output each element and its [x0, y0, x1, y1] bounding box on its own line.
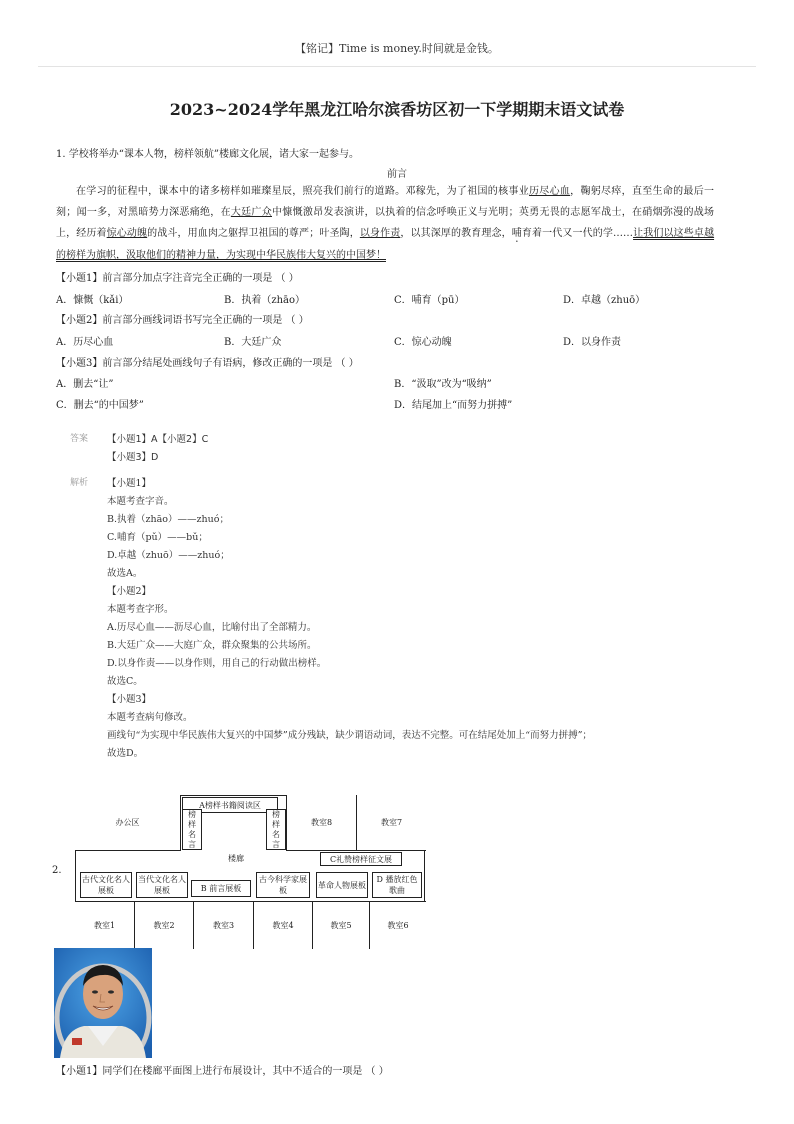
- classroom-1: 教室1: [75, 901, 135, 949]
- board-revolutionaries: 革命人物展板: [316, 872, 368, 898]
- analysis-line: 【小题1】: [107, 478, 152, 489]
- analysis-line: 本题考查病句修改。: [107, 712, 193, 723]
- question-1-stem: 1. 学校将举办“课本人物，榜样领航”楼廊文化展，诸大家一起参与。: [56, 149, 359, 160]
- answer-label: 答案: [70, 434, 89, 444]
- underlined-word: 大廷广众: [230, 207, 273, 218]
- option-c[interactable]: C．删去“的中国梦”: [56, 400, 144, 411]
- analysis-line: 本题考查字形。: [107, 604, 174, 615]
- analysis-line: 本题考查字音。: [107, 496, 174, 507]
- option-b[interactable]: B．执着（zhāo）: [224, 295, 306, 306]
- floor-plan: [75, 795, 425, 948]
- page-title: 2023~2024学年黑龙江哈尔滨香坊区初一下学期期末语文试卷: [169, 100, 625, 119]
- office-area: 办公区: [75, 795, 181, 851]
- subquestion-3-stem: 【小题3】前言部分结尾处画线句子有语病，修改正确的一项是 （ ）: [56, 358, 359, 369]
- option-b[interactable]: B．大廷广众: [224, 337, 282, 348]
- option-b[interactable]: B．“汲取”改为“吸纳”: [394, 379, 492, 390]
- astronaut-portrait-photo: [54, 948, 152, 1058]
- option-a[interactable]: A．历尽心血: [56, 337, 114, 348]
- board-scientists: 古今科学家展板: [256, 872, 310, 898]
- quote-pillar-left: 榜样名言: [182, 809, 202, 850]
- option-c[interactable]: C．哺育（pū）: [394, 295, 465, 306]
- header-divider: [38, 66, 756, 67]
- dotted-char: 哺: [511, 228, 522, 239]
- red-songs-d: D 播放红色歌曲: [372, 872, 422, 898]
- analysis-line: 画线句“为实现中华民族伟大复兴的中国梦”成分残缺，缺少谓语动词，表达不完整。可在结尾处加上“而努力拼搏”；: [107, 730, 592, 741]
- analysis-line: B.大廷广众——大庭广众，群众聚集的公共场所。: [107, 640, 317, 651]
- quote-pillar-right: 榜样名言: [266, 809, 286, 850]
- underlined-sentence: 让我们以这些卓越的榜样为旗帜，汲取他们的精神力量，为实现中华民族伟大复兴的中国梦！: [56, 228, 715, 261]
- option-d[interactable]: D．卓越（zhuō）: [563, 295, 646, 306]
- preface-title: 前言: [387, 169, 407, 180]
- analysis-line: D.以身作责——以身作则，用自己的行动做出榜样。: [107, 658, 327, 669]
- analysis-line: 故选C。: [107, 676, 143, 687]
- classroom-2: 教室2: [134, 901, 194, 949]
- option-d[interactable]: D．结尾加上“而努力拼搏”: [394, 400, 513, 411]
- underlined-word: 历尽心血: [528, 186, 571, 197]
- reading-area: A榜样书籍阅读区: [182, 797, 278, 813]
- classroom-8: 教室8: [286, 795, 357, 851]
- corridor-label: 楼廊: [228, 854, 244, 863]
- analysis-line: 故选D。: [107, 748, 144, 759]
- classroom-3: 教室3: [193, 901, 254, 949]
- underlined-word: 以身作责: [359, 228, 401, 239]
- board-preface-b: B 前言展板: [191, 880, 251, 897]
- subquestion-2-stem: 【小题2】前言部分画线词语书写完全正确的一项是 （ ）: [56, 315, 309, 326]
- question-2-subquestion-1-stem: 【小题1】同学们在楼廊平面图上进行布展设计，其中不适合的一项是 （ ）: [56, 1066, 389, 1077]
- option-a[interactable]: A．删去“让”: [56, 379, 114, 390]
- analysis-line: C.哺育（pǔ）——bǔ；: [107, 532, 208, 543]
- analysis-line: 故选A。: [107, 568, 143, 579]
- analysis-line: B.执着（zhāo）——zhuó；: [107, 514, 229, 525]
- underlined-word: 惊心动魄: [106, 228, 148, 239]
- classroom-7: 教室7: [356, 795, 426, 851]
- board-ancient-figures: 古代文化名人展板: [80, 872, 132, 898]
- classroom-6: 教室6: [369, 901, 426, 949]
- subquestion-1-stem: 【小题1】前言部分加点字注音完全正确的一项是 （ ）: [56, 273, 299, 284]
- answer-line: 【小题3】D: [107, 452, 159, 463]
- header-motto: 【铭记】Time is money.时间就是金钱。: [295, 42, 499, 55]
- classroom-4: 教室4: [253, 901, 313, 949]
- essay-wall-c: C礼赞榜样征文展: [320, 852, 402, 866]
- analysis-line: D.卓越（zhuō）——zhuó；: [107, 550, 230, 561]
- analysis-line: A.历尽心血——沥尽心血，比喻付出了全部精力。: [107, 622, 317, 633]
- option-d[interactable]: D．以身作责: [563, 337, 622, 348]
- answer-line: 【小题1】A【小题2】C: [107, 434, 209, 445]
- question-2-number: 2.: [52, 865, 62, 876]
- preface-paragraph: 在学习的征程中，课本中的诸多榜样如璀璨星辰，照亮我们前行的道路。邓稼先，为了祖国的核事业历尽心血，鞠躬尽瘁，直至生命的最后一刻；闻一多，对黑暗势力深恶痛绝，在大廷广众中慷慨激昂发表演讲，以执着的信念呼唤正义与光明；英勇无畏的志愿军战士，在硝烟弥漫的战场上，经历着惊心动魄的战斗，用血肉之躯捍卫祖国的尊严；叶圣陶，以身作责，以其深厚的教育理念，哺育着一代又一代的学……让我们以这些卓越的榜样为旗帜，汲取他们的精神力量，为实现中华民族伟大复兴的中国梦！: [56, 186, 715, 261]
- analysis-label: 解析: [70, 478, 89, 488]
- analysis-line: 【小题2】: [107, 586, 152, 597]
- option-c[interactable]: C．惊心动魄: [394, 337, 452, 348]
- classroom-5: 教室5: [312, 901, 370, 949]
- board-modern-figures: 当代文化名人展板: [136, 872, 188, 898]
- analysis-line: 【小题3】: [107, 694, 152, 705]
- option-a[interactable]: A．慷慨（kǎi）: [56, 295, 129, 306]
